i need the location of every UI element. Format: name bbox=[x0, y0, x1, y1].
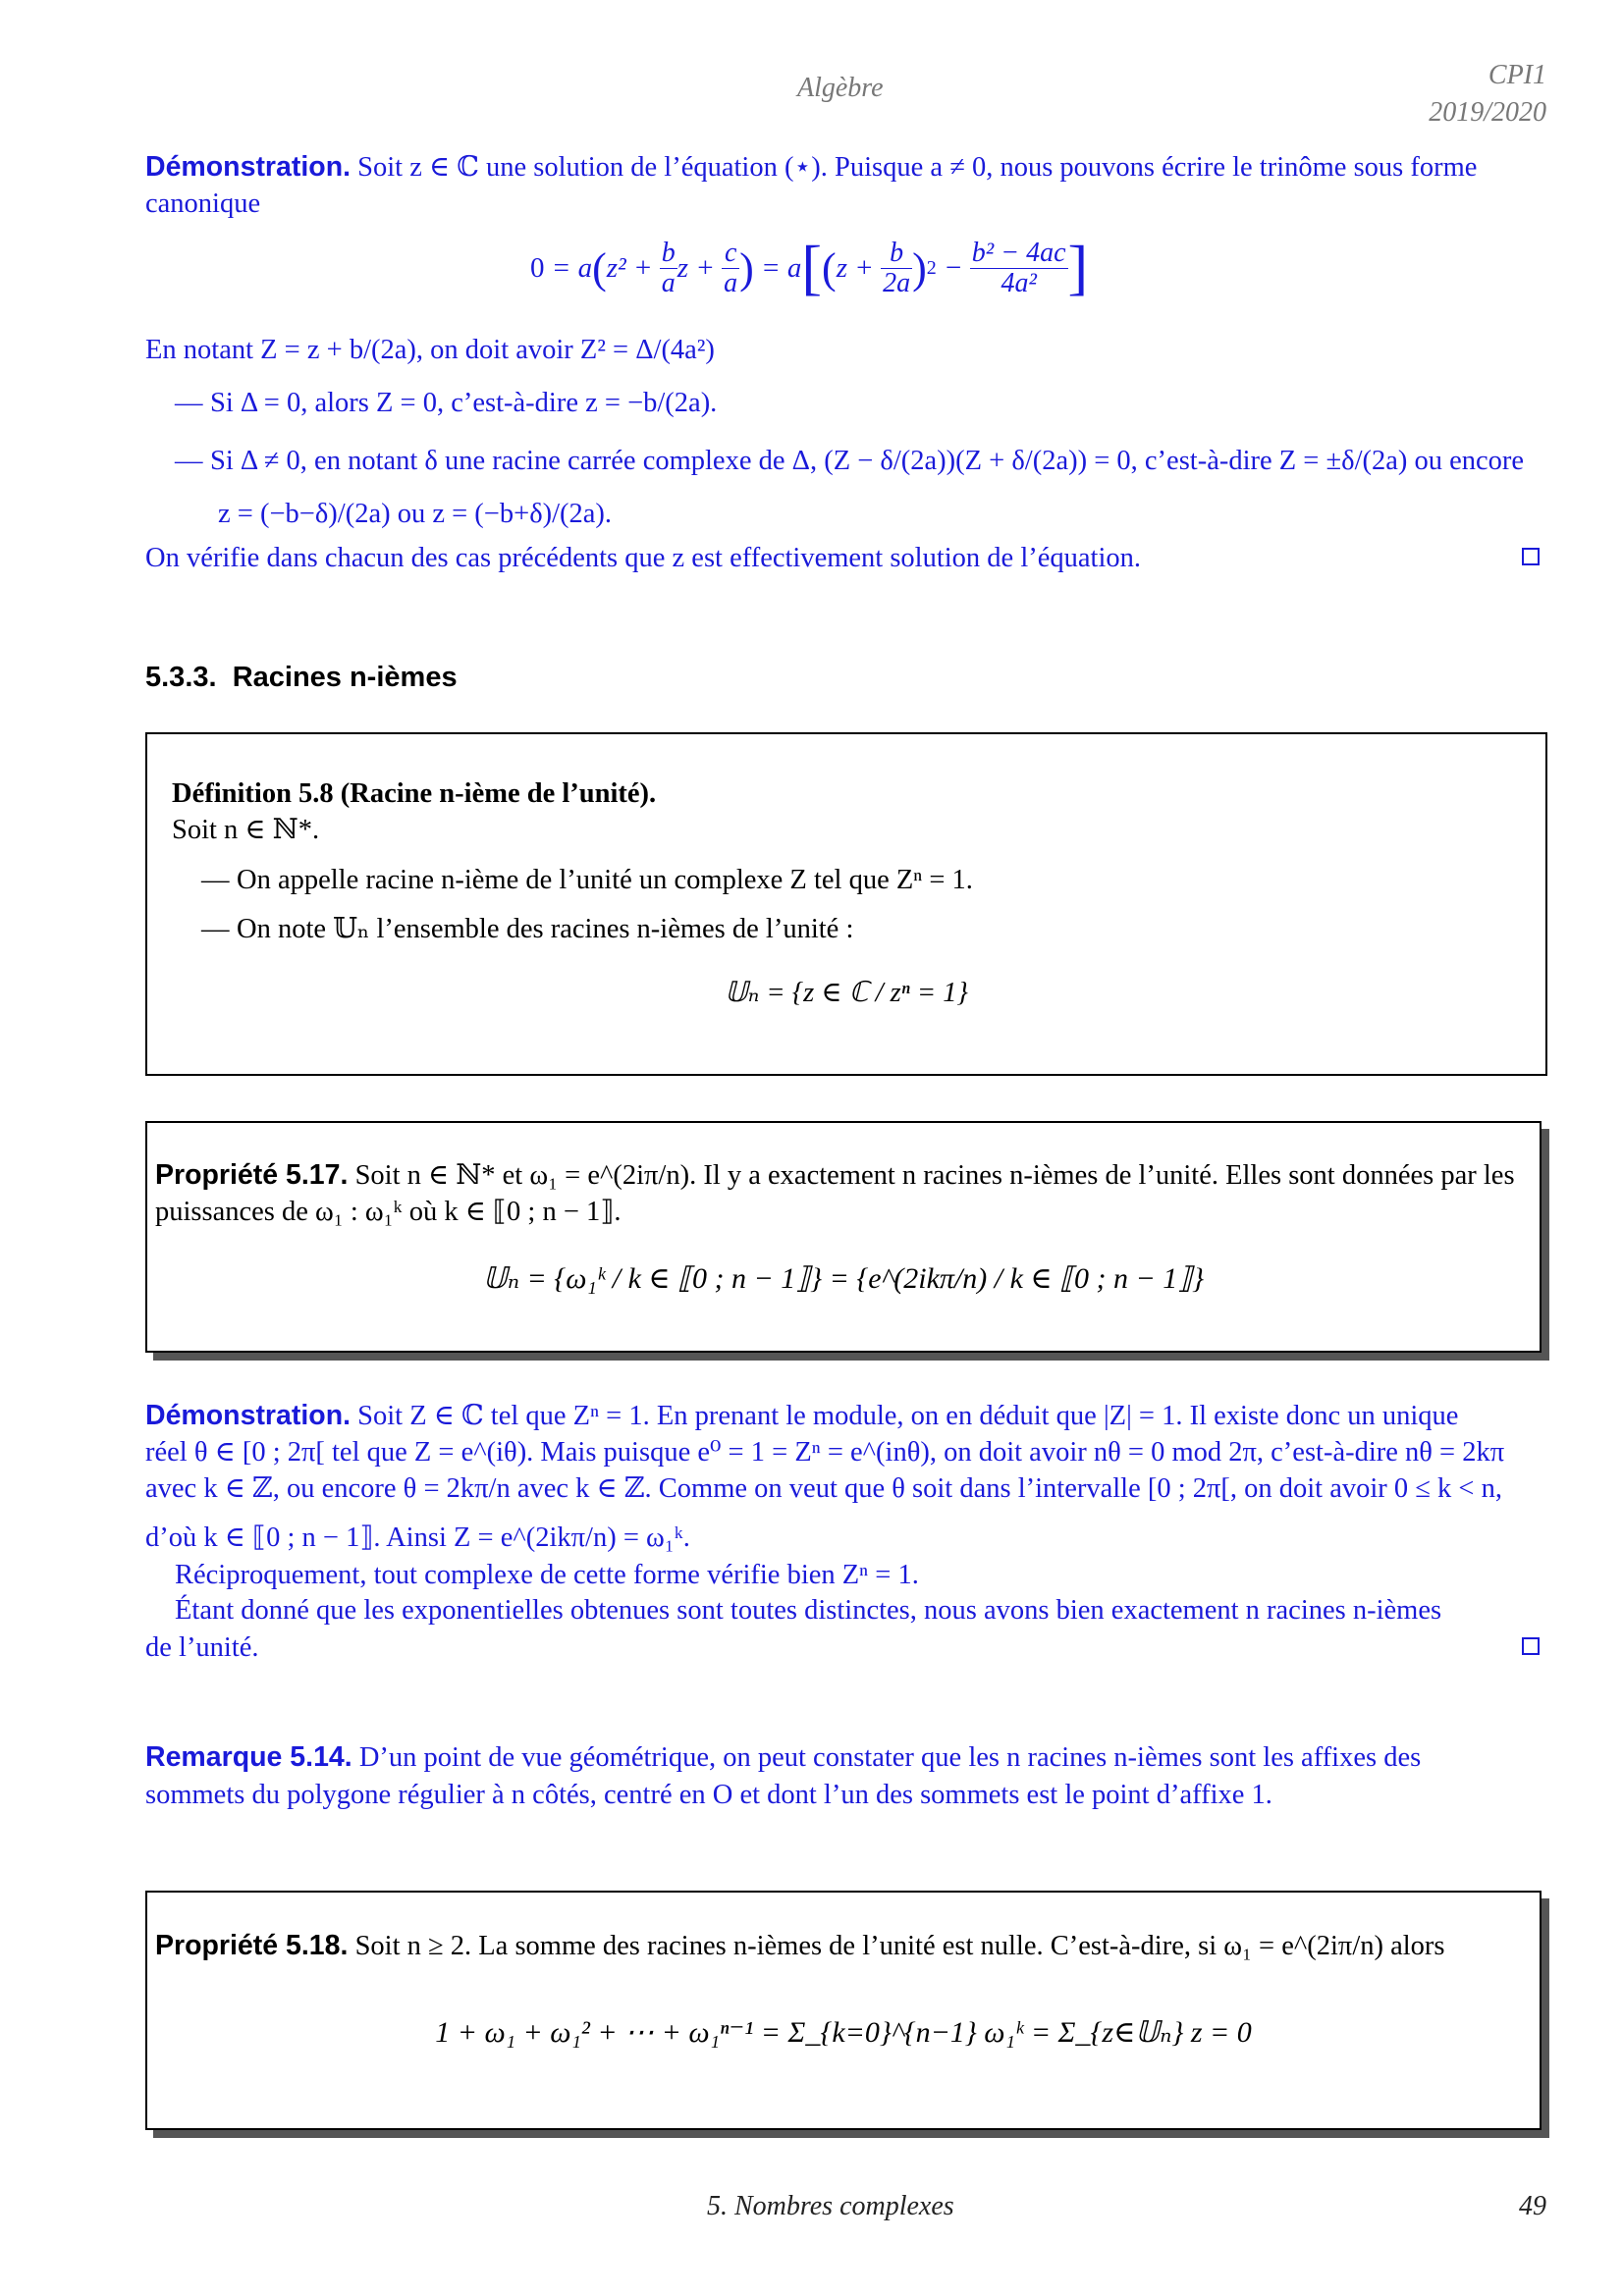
remark-line2: sommets du polygone régulier à n côtés, centré en O et dont l’un des sommets est le point d’affixe 1. bbox=[145, 1780, 1272, 1810]
section-title: Racines n-ièmes bbox=[232, 662, 458, 693]
demo1-line4: On vérifie dans chacun des cas précédents que z est effectivement solution de l’équation. bbox=[145, 543, 1142, 573]
demo2-line4: d’où k ∈ ⟦0 ; n − 1⟧. Ainsi Z = e^(2ikπ/n) = ω₁ᵏ. bbox=[145, 1522, 690, 1553]
demo1-line1: Soit z ∈ ℂ une solution de l’équation (⋆). Puisque a ≠ 0, nous pouvons écrire le trinôme sous forme bbox=[357, 152, 1478, 183]
demo2-line6: Étant donné que les exponentielles obtenues sont toutes distinctes, nous avons bien exactement n racines n-ièmes bbox=[175, 1595, 1442, 1626]
remark-line1-row bbox=[145, 1739, 1547, 1776]
demo2-line2: réel θ ∈ [0 ; 2π[ tel que Z = e^(iθ). Mais puisque e⁰ = 1 = Zⁿ = e^(inθ), on doit avoir nθ = 0 mod 2π, c’est-à-dire nθ = 2kπ bbox=[145, 1437, 1505, 1468]
demo2-line5: Réciproquement, tout complexe de cette forme vérifie bien Zⁿ = 1. bbox=[175, 1560, 919, 1590]
qed-square-icon bbox=[1522, 548, 1540, 565]
demo1-line3: En notant Z = z + b/(2a), on doit avoir Z² = Δ/(4a²) bbox=[145, 335, 715, 365]
prop18-formula: 1 + ω₁ + ω₁² + ⋯ + ω₁ⁿ⁻¹ = Σ_{k=0}^{n−1} ω₁ᵏ = Σ_{z∈𝕌ₙ} z = 0 bbox=[435, 2016, 1252, 2049]
demo1-paragraph bbox=[145, 149, 1547, 186]
demo1-item1: — Si Δ = 0, alors Z = 0, c’est-à-dire z = −b/(2a). bbox=[175, 388, 718, 418]
remark-label: Remarque 5.14. bbox=[145, 1741, 352, 1773]
demo2-line3: avec k ∈ ℤ, ou encore θ = 2kπ/n avec k ∈ ℤ. Comme on veut que θ soit dans l’intervalle [0 ; 2π[, on doit avoir 0 ≤ k < n, bbox=[145, 1473, 1502, 1504]
definition-label: Définition 5.8 (Racine n-ième de l’unité). bbox=[172, 778, 657, 809]
demo1-item2: — Si Δ ≠ 0, en notant δ une racine carrée complexe de Δ, (Z − δ/(2a))(Z + δ/(2a)) = 0, c’est-à-dire Z = ±δ/(2a) ou encore bbox=[175, 446, 1525, 476]
demo2-label: Démonstration. bbox=[145, 1400, 352, 1431]
prop18-label: Propriété 5.18. bbox=[155, 1930, 349, 1961]
definition-box bbox=[145, 732, 1547, 1076]
header-year: 2019/2020 bbox=[1429, 97, 1546, 128]
footer-page-number: 49 bbox=[1519, 2191, 1546, 2221]
demo2-line7: de l’unité. bbox=[145, 1632, 259, 1663]
demo2-line1: Soit Z ∈ ℂ tel que Zⁿ = 1. En prenant le module, on en déduit que |Z| = 1. Il existe donc un unique bbox=[357, 1401, 1459, 1431]
prop17-label: Propriété 5.17. bbox=[155, 1159, 349, 1191]
property-5-18-box bbox=[145, 1891, 1542, 2130]
demo1-item1-text: Si Δ = 0, alors Z = 0, c’est-à-dire z = −b/(2a). bbox=[210, 388, 718, 418]
prop18-line1: Soit n ≥ 2. La somme des racines n-ièmes de l’unité est nulle. C’est-à-dire, si ω₁ = e^(2iπ/n) alors bbox=[354, 1931, 1445, 1961]
remark-line1: D’un point de vue géométrique, on peut constater que les n racines n-ièmes sont les affixes des bbox=[358, 1742, 1422, 1773]
definition-item1-text: On appelle racine n-ième de l’unité un complexe Z tel que Zⁿ = 1. bbox=[237, 865, 973, 895]
property-5-17-box bbox=[145, 1121, 1542, 1353]
header-course bbox=[1429, 57, 1546, 132]
qed-square-icon bbox=[1522, 1637, 1540, 1655]
demo1-item2-cont: z = (−b−δ)/(2a) ou z = (−b+δ)/(2a). bbox=[218, 499, 613, 529]
demo1-label: Démonstration. bbox=[145, 151, 352, 183]
section-heading bbox=[145, 662, 458, 694]
definition-item1: — On appelle racine n-ième de l’unité un complexe Z tel que Zⁿ = 1. bbox=[201, 865, 973, 895]
section-number: 5.3.3. bbox=[145, 662, 217, 693]
header-title: Algèbre bbox=[797, 73, 884, 103]
header-course-name: CPI1 bbox=[1488, 60, 1546, 90]
prop17-formula: 𝕌ₙ = {ω₁ᵏ / k ∈ ⟦0 ; n − 1⟧} = {e^(2ikπ/n) / k ∈ ⟦0 ; n − 1⟧} bbox=[482, 1262, 1205, 1295]
definition-item2-text: On note 𝕌ₙ l’ensemble des racines n-ièmes de l’unité : bbox=[237, 914, 854, 944]
footer-chapter: 5. Nombres complexes bbox=[707, 2191, 954, 2221]
prop17-line2: puissances de ω₁ : ω₁ᵏ où k ∈ ⟦0 ; n − 1⟧. bbox=[155, 1197, 622, 1227]
demo1-formula: 0 = a ( z² + $\frac{b}{a}$ z + $\frac{c}{a}$ ) = a [ ( z + $\frac{b}{2a}$ ) 2 − $\frac{\text{b² − 4ac}}{\text{4a²}}$ ] bbox=[530, 234, 1089, 301]
prop18-line1-row bbox=[155, 1928, 1530, 1964]
prop17-line1-row bbox=[155, 1157, 1530, 1194]
definition-formula: 𝕌ₙ = {z ∈ ℂ / zⁿ = 1} bbox=[725, 978, 968, 1008]
definition-item2: — On note 𝕌ₙ l’ensemble des racines n-ièmes de l’unité : bbox=[201, 914, 854, 944]
prop17-line1: Soit n ∈ ℕ* et ω₁ = e^(2iπ/n). Il y a exactement n racines n-ièmes de l’unité. Elles sont données par les bbox=[354, 1160, 1515, 1191]
demo1-item2-text: Si Δ ≠ 0, en notant δ une racine carrée complexe de Δ, (Z − δ/(2a))(Z + δ/(2a)) = 0, c’est-à-dire Z = ±δ/(2a) ou encore bbox=[210, 446, 1525, 476]
demo2-line1-row bbox=[145, 1398, 1547, 1434]
definition-line1: Soit n ∈ ℕ*. bbox=[172, 815, 320, 845]
demo1-line2: canonique bbox=[145, 188, 261, 219]
